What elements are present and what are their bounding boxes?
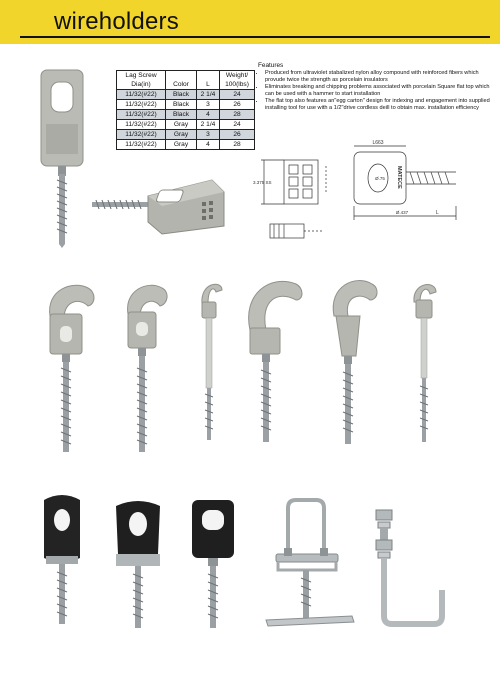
spec-table	[116, 70, 255, 150]
feature-item: • Eliminates breaking and chipping problems associated with porcelain Square flat top which can be used with a hammer to start installation	[265, 84, 494, 98]
header-lag-screw: Lag Screw Dia(in)	[117, 71, 166, 90]
header-weight: Weight/ 100(lbs)	[220, 71, 255, 90]
dim-bottom-label: Ø.437	[395, 210, 409, 215]
photo-black-wireholder-2	[110, 496, 166, 630]
header-length: L	[197, 71, 220, 90]
photo-hook-wireholder-4	[240, 276, 306, 444]
table-row: 11/32(#22) Black 3 26	[117, 100, 255, 110]
photo-hook-wireholder-5	[326, 276, 382, 446]
photo-hook-wireholder-1	[42, 276, 100, 456]
photo-black-wireholder-1	[36, 492, 88, 626]
dim-left-label: 3.375 SS	[253, 180, 272, 185]
page-title: wireholders	[54, 8, 179, 35]
table-row: 11/32(#22) Gray 4 28	[117, 140, 255, 150]
photo-hook-wireholder-2	[118, 278, 172, 456]
photo-hook-wireholder-6	[410, 278, 442, 444]
photo-metal-u-bracket	[262, 498, 358, 634]
feature-item: • Produced from ultraviolet stabalized nylon alloy compound with reinforced fibers which provude twice the strength as porcelain insulators	[265, 70, 494, 84]
photo-gray-wireholder-horizontal	[92, 168, 228, 240]
features-section	[258, 62, 494, 112]
header-color: Color	[166, 71, 197, 90]
photo-j-bolt	[364, 506, 448, 630]
dim-hole-label: Ø.75	[375, 176, 385, 181]
dim-top-label: L663	[372, 140, 384, 146]
title-rule	[20, 36, 490, 38]
table-row: 11/32(#22) Black 4 28	[117, 110, 255, 120]
features-list	[258, 70, 494, 112]
dim-length-label: L	[436, 210, 439, 216]
table-row: 11/32(#22) Gray 3 26	[117, 130, 255, 140]
photo-gray-square-wireholder	[38, 66, 88, 248]
feature-item: • The flat top also features an"egg carton" design for indexing and engagement into supplied installing tool for use with a 1/2"drive cordless deill to obtain max. installation efficiency	[265, 98, 494, 112]
body-label: MATECE	[396, 166, 402, 189]
technical-drawing	[252, 136, 474, 248]
features-title: Features	[258, 62, 284, 69]
photo-hook-wireholder-3	[196, 276, 228, 442]
photo-black-wireholder-3	[186, 498, 240, 630]
table-row: 11/32(#22) Black 2 1/4 24	[117, 90, 255, 100]
table-row: 11/32(#22) Gray 2 1/4 24	[117, 120, 255, 130]
